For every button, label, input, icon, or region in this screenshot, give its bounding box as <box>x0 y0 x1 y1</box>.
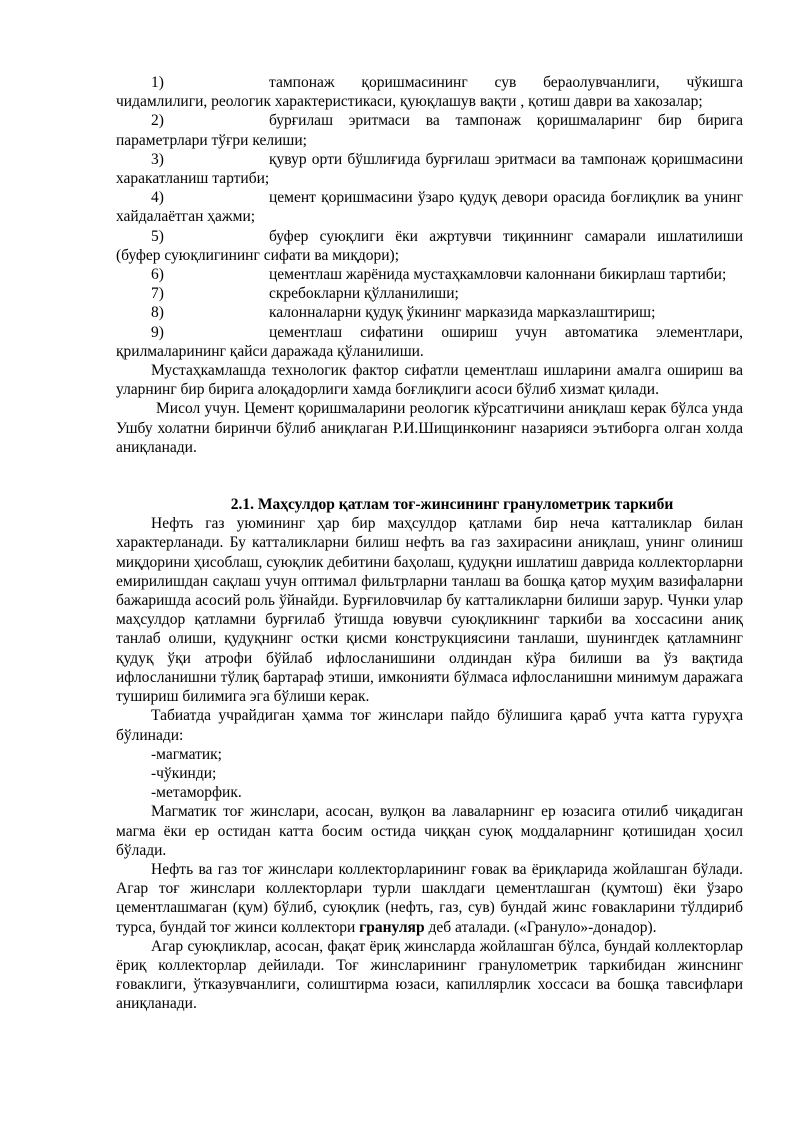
numbered-item-1 <box>116 73 743 111</box>
numbered-item-5 <box>116 227 743 265</box>
paragraph-granular-text-end: деб аталади. («Грануло»-донадор). <box>424 918 657 936</box>
item-text: тампонаж қоришмасининг сув бераолувчанлиги, чўкишга чидамлилиги, реологик характеристикаси, қуюқлашув вақти , қотиш даври ва хакозалар; <box>116 74 743 111</box>
blank-line <box>116 457 743 476</box>
numbered-item-2 <box>116 111 743 149</box>
item-text: цементлаш жарёнида мустаҳкамловчи калоннани бикирлаш тартиби; <box>269 266 727 284</box>
section-heading: 2.1. Маҳсулдор қатлам тоғ-жинсининг гранулометрик таркиби <box>230 496 674 514</box>
numbered-item-7 <box>116 284 743 303</box>
paragraph-introduction: Нефть газ уюмининг ҳар бир маҳсулдор қатлами бир неча катталиклар билан характерланади. Бу катталикларни билиш нефть ва газ захирасини аниқлаш, унинг олиниш миқдорини ҳисоблаш, суюқлик дебитини баҳолаш, қудуқни ишлатиш даврида коллекторларни емирилишдан сақлаш учун оптимал фильтрларни танлаш ва бошқа қатор муҳим вазифаларни бажаришда асосий роль ўйнайди. Бурғиловчилар бу катталикларни билиши зарур. Чунки улар маҳсулдор қатламни бурғилаб ўтишда ювувчи суюқликнинг таркиби ва хоссасини аниқ танлаб олиши, қудуқнинг остки қисми конструкциясини танлаши, шунингдек қатламнинг қудуқ ўқи атрофи бўйлаб ифлосланишини олдиндан кўра билиши ва ўз вақтида ифлосланишни тўлиқ бартараф этиши, имконияти бўлмаса ифлосланишни минимум даражага тушириш билимига эга бўлиши керак. <box>116 515 743 706</box>
item-text: буфер суюқлиги ёки ажртувчи тиқиннинг самарали ишлатилиши (буфер суюқлигининг сифати ва миқдори); <box>116 227 743 264</box>
paragraph-example: Мисол учун. Цемент қоришмаларини реологик кўрсатгичини аниқлаш керак бўлса унда Ушбу холатни биринчи бўлиб аниқлаган Р.И.Шищинконинг назарияси эътиборга олган холда аниқланади. <box>116 400 743 456</box>
numbered-item-9 <box>116 323 743 361</box>
item-number: 4) <box>151 189 164 207</box>
numbered-item-4 <box>116 188 743 226</box>
numbered-item-3 <box>116 150 743 188</box>
paragraph-magmatic: Магматик тоғ жинслари, асосан, вулқон ва лаваларнинг ер юзасига отилиб чиқадиган магма ёки ер остидан катта босим остида чиққан суюқ моддаларнинг қотишидан ҳосил бўлади. <box>116 803 743 859</box>
item-number: 7) <box>151 285 164 303</box>
list-item: -чўкинди; <box>151 764 217 782</box>
paragraph-fractured: Агар суюқликлар, асосан, фақат ёриқ жинсларда жойлашган бўлса, бундай коллекторлар ёриқ коллекторлар дейилади. Тоғ жинсларининг гранулометрик таркибидан жинснинг ғоваклиги, ўтказувчанлиги, солиштирма юзаси, капиллярлик хоссаси ва бошқа тавсифлари аниқланади. <box>116 937 743 1013</box>
list-item: -метаморфик. <box>151 784 242 802</box>
numbered-item-8 <box>116 303 743 322</box>
paragraph-granular <box>116 860 743 937</box>
paragraph-rock-groups: Табиатда учрайдиган ҳамма тоғ жинслари пайдо бўлишига қараб учта катта гуруҳга бўлинади: <box>116 707 743 744</box>
item-text: скребокларни қўлланилиши; <box>269 285 459 303</box>
term-granular: грануляр <box>359 918 425 936</box>
item-text: қувур орти бўшлиғида бурғилаш эритмаси ва тампонаж қоришмасини харакатланиш тартиби; <box>116 150 743 188</box>
item-number: 5) <box>151 227 164 245</box>
paragraph-granular-text: Нефть ва газ тоғ жинслари коллекторларининг ғовак ва ёриқларида жойлашган бўлади. Агар тоғ жинслари коллекторлари турли шаклдаги цементлашган (қумтош) ёки ўзаро цементлашмаган (қум) бўлиб, суюқлик (нефть, газ, сув) бундай жинс ғовакларини тўлдириб турса, бундай тоғ жинси коллектори <box>116 860 743 936</box>
document-page <box>116 73 743 1014</box>
item-number: 1) <box>151 74 164 91</box>
item-number: 6) <box>151 266 164 284</box>
numbered-item-6 <box>116 265 743 284</box>
item-text: калонналарни қудуқ ўкининг марказида марказлаштириш; <box>269 304 656 322</box>
item-text: цементлаш сифатини ошириш учун автоматика элементлари, қрилмаларининг қайси даражада қўланилиши. <box>116 323 743 360</box>
item-number: 9) <box>151 323 164 341</box>
item-number: 8) <box>151 304 164 322</box>
item-number: 2) <box>151 112 164 130</box>
item-text: цемент қоришмасини ўзаро қудуқ девори орасида боғлиқлик ва унинг хайдалаётган ҳажми; <box>116 189 743 226</box>
list-item: -магматик; <box>151 745 222 763</box>
item-text: бурғилаш эритмаси ва тампонаж қоришмаларинг бир бирига параметрлари тўғри келиши; <box>116 112 743 149</box>
paragraph-technological-factor: Мустаҳкамлашда технологик фактор сифатли цементлаш ишларини амалга ошириш ва уларнинг бир бирига алоқадорлиги хамда боғлиқлиги асоси бўлиб хизмат қилади. <box>116 362 743 399</box>
item-number: 3) <box>151 150 164 168</box>
